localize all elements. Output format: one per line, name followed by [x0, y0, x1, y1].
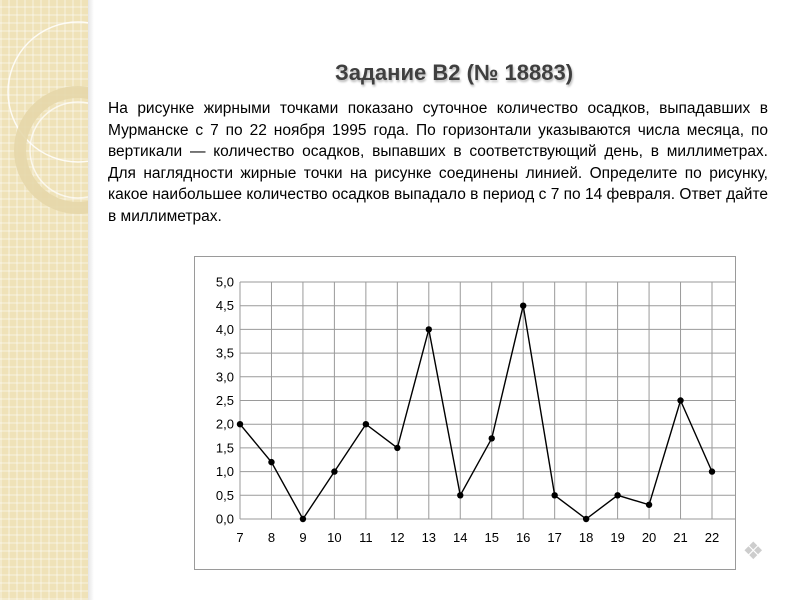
data-point: [520, 303, 526, 309]
x-tick-label: 8: [267, 530, 276, 545]
chart-points: [237, 303, 715, 523]
x-tick-label: 7: [236, 530, 244, 545]
chart-tick-labels: [216, 275, 719, 546]
y-tick-label: 4,0: [215, 321, 234, 337]
precipitation-chart: [195, 257, 735, 569]
x-tick-label: 16: [515, 530, 531, 545]
x-tick-label: 11: [359, 530, 373, 545]
y-tick-label: 0,0: [215, 511, 234, 527]
x-tick-label: 20: [641, 530, 657, 545]
data-point: [457, 492, 463, 498]
x-tick-label: 21: [673, 530, 688, 545]
data-point: [363, 421, 369, 427]
y-tick-label: 1,0: [215, 464, 234, 480]
y-tick-label: 1,5: [215, 440, 234, 456]
data-point: [426, 326, 432, 332]
chart-grid: [240, 282, 735, 519]
data-point: [614, 492, 620, 498]
y-tick-label: 2,0: [215, 416, 234, 432]
y-tick-label: 3,5: [215, 345, 234, 361]
chart-series-line: [240, 306, 712, 519]
x-tick-label: 17: [547, 530, 562, 545]
chart-frame: [194, 256, 736, 570]
series-line: [240, 306, 712, 519]
x-tick-label: 12: [390, 530, 405, 545]
y-tick-label: 4,5: [215, 298, 234, 314]
data-point: [237, 421, 243, 427]
x-tick-label: 18: [578, 530, 594, 545]
y-tick-label: 3,0: [215, 369, 234, 385]
data-point: [646, 502, 652, 508]
data-point: [489, 435, 495, 441]
data-point: [551, 492, 557, 498]
data-point: [677, 397, 683, 403]
problem-text: На рисунке жирными точками показано суточное количество осадков, выпадавших в Мурманске с 7 по 22 ноября 1995 года. По горизонтали указываются числа месяца, по вертикали — количество осадков, выпавших в соответствующий день, в миллиметрах. Для наглядности жирные точки на рисунке соединены линией. Определите по рисунку, какое наибольшее количество осадков выпадало в период с 7 по 14 февраля. Ответ дайте в миллиметрах.: [108, 100, 768, 225]
data-point: [709, 468, 715, 474]
data-point: [300, 516, 306, 522]
decorative-circles: [0, 0, 88, 600]
side-band-shadow: [88, 0, 94, 600]
x-tick-label: 10: [327, 530, 342, 545]
data-point: [583, 516, 589, 522]
x-tick-label: 15: [484, 530, 499, 545]
x-tick-label: 14: [453, 530, 468, 545]
y-tick-label: 0,5: [215, 487, 234, 503]
data-point: [331, 468, 337, 474]
x-tick-label: 19: [610, 530, 625, 545]
x-tick-label: 9: [299, 530, 307, 545]
presentation-watermark-icon: ❖: [742, 538, 764, 565]
y-tick-label: 5,0: [215, 274, 234, 290]
data-point: [394, 445, 400, 451]
slide-title: Задание В2 (№ 18883): [334, 60, 574, 85]
x-tick-label: 22: [704, 530, 720, 545]
y-tick-label: 2,5: [215, 393, 234, 408]
x-tick-label: 13: [421, 530, 437, 545]
decorative-side-band: [0, 0, 88, 600]
data-point: [268, 459, 274, 465]
